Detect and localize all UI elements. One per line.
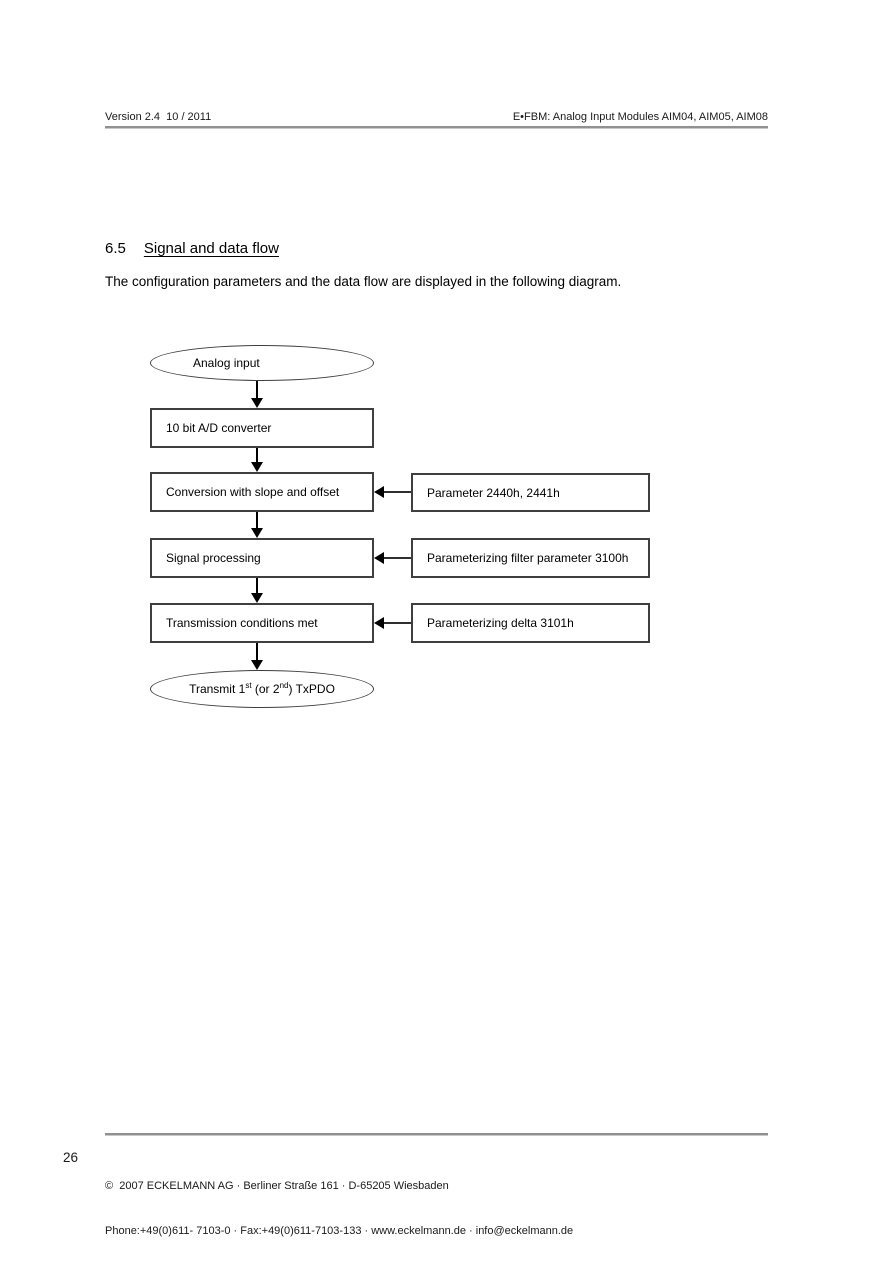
flow-box-delta-3101h-label: Parameterizing delta 3101h bbox=[427, 616, 574, 630]
page-number: 26 bbox=[63, 1150, 79, 1165]
footer-imprint bbox=[105, 1149, 573, 1269]
section-title: Signal and data flow bbox=[143, 240, 279, 257]
flow-box-parameter-2440h-label: Parameter 2440h, 2441h bbox=[427, 485, 560, 500]
footer-rule bbox=[105, 1133, 768, 1136]
section-number: 6.5 bbox=[105, 240, 126, 257]
left-arrow bbox=[374, 617, 411, 629]
flow-box-filter-parameter-3100h bbox=[411, 538, 650, 578]
down-arrow bbox=[251, 448, 263, 472]
flow-box-conversion bbox=[150, 472, 374, 512]
down-arrow bbox=[251, 643, 263, 670]
down-arrow bbox=[251, 578, 263, 603]
flow-box-adc-converter-label: 10 bit A/D converter bbox=[166, 421, 272, 435]
footer-imprint-line2: Phone:+49(0)611- 7103-0 · Fax:+49(0)611-7103-133 · www.eckelmann.de · info@eckelmann.de bbox=[105, 1225, 574, 1237]
flow-terminal-analog-input bbox=[150, 345, 374, 381]
flow-box-delta-3101h bbox=[411, 603, 650, 643]
flow-box-filter-parameter-3100h-label: Parameterizing filter parameter 3100h bbox=[427, 551, 629, 565]
section-heading bbox=[105, 240, 279, 257]
header-version: Version 2.4 10 / 2011 bbox=[105, 111, 212, 123]
intro-paragraph: The configuration parameters and the data flow are displayed in the following diagram. bbox=[105, 274, 622, 289]
flow-box-conversion-label: Conversion with slope and offset bbox=[166, 485, 340, 499]
flow-box-parameter-2440h bbox=[411, 473, 650, 512]
down-arrow bbox=[251, 381, 263, 408]
flow-box-adc-converter bbox=[150, 408, 374, 448]
flow-terminal-analog-input-label: Analog input bbox=[193, 356, 260, 370]
left-arrow bbox=[374, 486, 411, 498]
flow-box-signal-processing bbox=[150, 538, 374, 578]
footer-imprint-line1: © 2007 ECKELMANN AG · Berliner Straße 161 · D-65205 Wiesbaden bbox=[105, 1180, 449, 1192]
header-document-title: E•FBM: Analog Input Modules AIM04, AIM05, AIM08 bbox=[512, 111, 768, 123]
flow-box-transmission-conditions bbox=[150, 603, 374, 643]
left-arrow bbox=[374, 552, 411, 564]
flow-box-transmission-conditions-label: Transmission conditions met bbox=[166, 616, 318, 630]
flow-terminal-transmit-txpdo-label: Transmit 1st (or 2nd) TxPDO bbox=[189, 681, 335, 696]
header-rule bbox=[105, 126, 768, 129]
flow-terminal-transmit-txpdo bbox=[150, 670, 374, 708]
down-arrow bbox=[251, 512, 263, 538]
flow-box-signal-processing-label: Signal processing bbox=[166, 551, 261, 565]
